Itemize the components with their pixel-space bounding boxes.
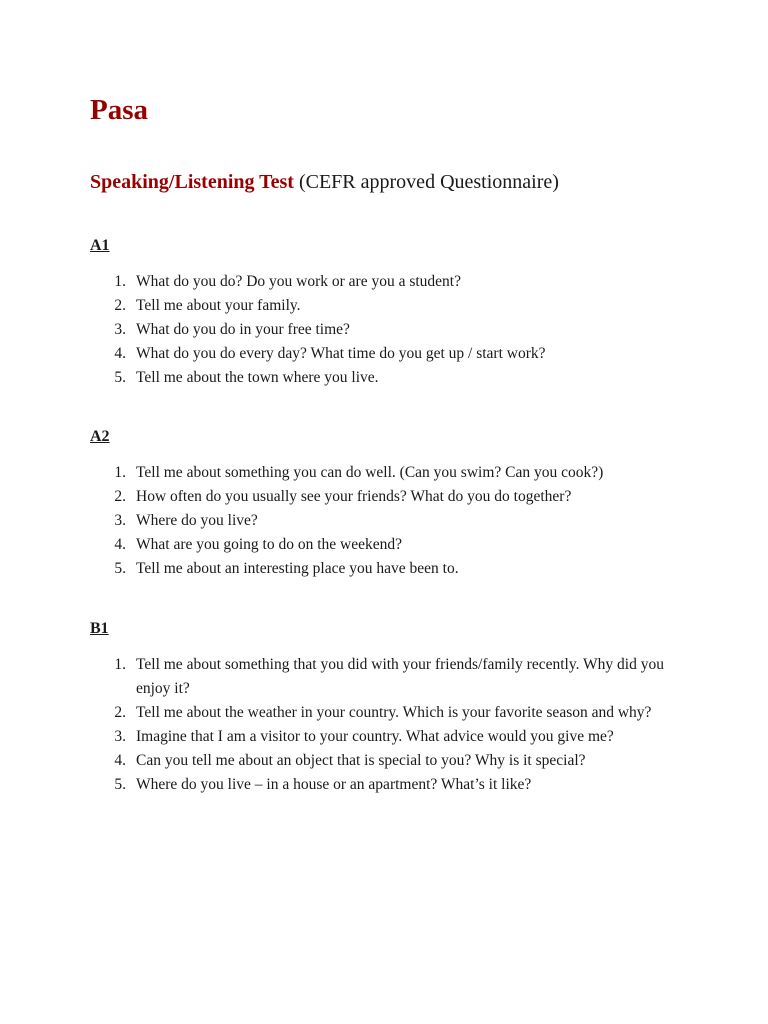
question-number: 2.	[114, 297, 126, 314]
question-text: Where do you live?	[136, 512, 258, 529]
question-number: 1.	[114, 464, 126, 481]
question-item	[90, 294, 690, 318]
section-heading-b1: B1	[90, 620, 109, 637]
question-text: How often do you usually see your friends? What do you do together?	[136, 488, 572, 505]
question-item	[90, 701, 690, 725]
question-number: 3.	[114, 512, 126, 529]
question-text: Where do you live – in a house or an apartment? What’s it like?	[136, 776, 532, 793]
question-text: What do you do in your free time?	[136, 321, 350, 338]
question-item	[90, 461, 690, 485]
question-text: Tell me about an interesting place you have been to.	[136, 560, 459, 577]
question-text: What are you going to do on the weekend?	[136, 536, 402, 553]
question-item	[90, 653, 690, 701]
question-text: Tell me about the weather in your country. Which is your favorite season and why?	[136, 704, 652, 721]
question-item	[90, 749, 690, 773]
subtitle-test-name: Speaking/Listening Test	[90, 171, 294, 193]
question-number: 2.	[114, 704, 126, 721]
question-number: 3.	[114, 728, 126, 745]
question-number: 5.	[114, 776, 126, 793]
question-text: Tell me about your family.	[136, 297, 301, 314]
question-number: 4.	[114, 345, 126, 362]
question-number: 2.	[114, 488, 126, 505]
question-number: 5.	[114, 369, 126, 386]
question-list-a2	[90, 461, 690, 581]
question-item	[90, 485, 690, 509]
section-heading-a1: A1	[90, 237, 110, 254]
question-item	[90, 342, 690, 366]
question-text: Imagine that I am a visitor to your country. What advice would you give me?	[136, 728, 614, 745]
question-item	[90, 533, 690, 557]
question-item	[90, 366, 690, 390]
question-text: Tell me about something you can do well. (Can you swim? Can you cook?)	[136, 464, 604, 481]
question-item	[90, 773, 690, 797]
subtitle-note: (CEFR approved Questionnaire)	[298, 171, 559, 193]
question-text: Can you tell me about an object that is special to you? Why is it special?	[136, 752, 586, 769]
question-number: 3.	[114, 321, 126, 338]
question-number: 4.	[114, 752, 126, 769]
question-text: Tell me about the town where you live.	[136, 369, 379, 386]
question-item	[90, 270, 690, 294]
question-list-a1	[90, 270, 690, 390]
question-item	[90, 509, 690, 533]
question-number: 4.	[114, 536, 126, 553]
question-item	[90, 557, 690, 581]
question-item	[90, 725, 690, 749]
page-title: Pasa	[90, 94, 148, 126]
question-list-b1	[90, 653, 690, 797]
question-number: 1.	[114, 656, 126, 673]
question-number: 5.	[114, 560, 126, 577]
question-item	[90, 318, 690, 342]
question-text: What do you do every day? What time do you get up / start work?	[136, 345, 546, 362]
section-heading-a2: A2	[90, 428, 110, 445]
question-text: Tell me about something that you did with your friends/family recently. Why did you enjoy it?	[136, 656, 664, 697]
page-subtitle	[90, 170, 559, 194]
question-text: What do you do? Do you work or are you a student?	[136, 273, 461, 290]
question-number: 1.	[114, 273, 126, 290]
